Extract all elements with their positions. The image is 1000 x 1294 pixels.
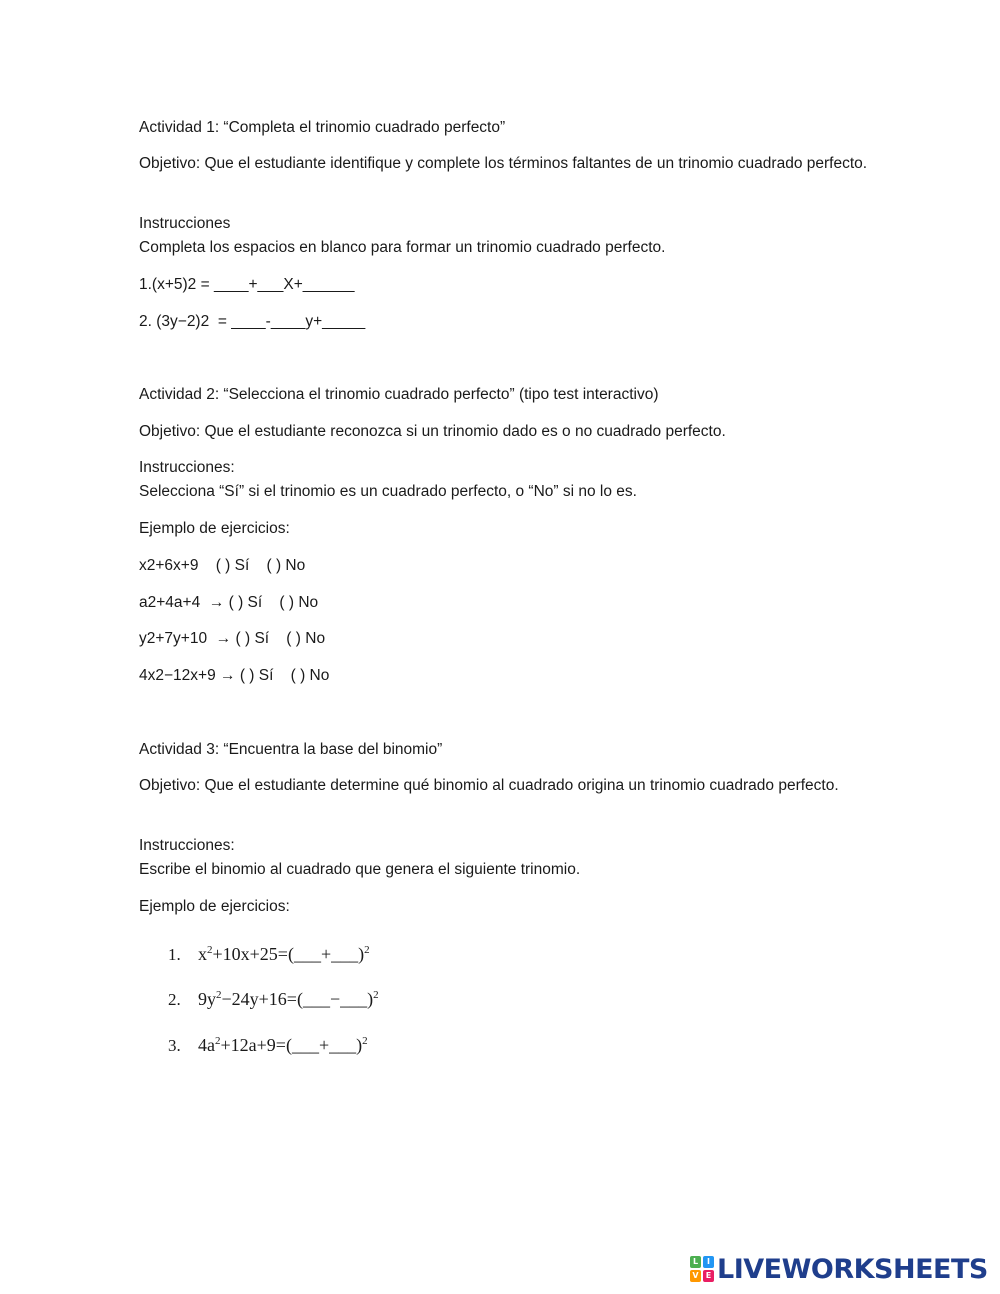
activity3-instructions-text: Escribe el binomio al cuadrado que genera el siguiente trinomio. [139,861,581,878]
activity3-title: Actividad 3: “Encuentra la base del binomio” [139,741,443,758]
activity2-exercise-4[interactable]: 4x2−12x+9 → ( ) Sí ( ) No [139,667,330,684]
activity1-instructions-heading: Instrucciones [139,215,231,232]
liveworksheets-wordmark: LIVEWORKSHEETS [717,1253,988,1285]
activity2-examples-heading: Ejemplo de ejercicios: [139,520,290,537]
activity3-exercise-1[interactable]: $x^2+10x+25=(\_\_\_+\_\_\_)^2$ [198,944,370,964]
activity1-instructions-text: Completa los espacios en blanco para formar un trinomio cuadrado perfecto. [139,239,666,256]
activity1-objective: Objetivo: Que el estudiante identifique y complete los términos faltantes de un trinomio cuadrado perfecto. [139,155,868,172]
activity3-exercise-3-number: 3. [168,1036,181,1055]
activity3-exercise-3[interactable]: $4a^2+12a+9=(\_\_\_+\_\_\_)^2$ [198,1035,368,1055]
activity3-exercise-1-number: 1. [168,945,181,964]
activity3-exercise-2[interactable]: $9y^2-24y+16=(\_\_\_-\_\_\_)^2$ [198,989,379,1009]
activity2-instructions-text: Selecciona “Sí” si el trinomio es un cuadrado perfecto, o “No” si no lo es. [139,483,637,500]
liveworksheets-logo [690,1253,988,1285]
activity2-exercise-3[interactable]: y2+7y+10 → ( ) Sí ( ) No [139,630,326,647]
activity3-objective: Objetivo: Que el estudiante determine qué binomio al cuadrado origina un trinomio cuadrado perfecto. [139,777,839,794]
activity3-instructions-heading: Instrucciones: [139,837,235,854]
activity3-exercise-2-number: 2. [168,990,181,1009]
activity3-examples-heading: Ejemplo de ejercicios: [139,898,290,915]
activity1-exercise-2[interactable]: 2. (3y−2)2 = ____-____y+_____ [139,313,366,330]
activity2-exercise-1[interactable]: x2+6x+9 ( ) Sí ( ) No [139,557,306,574]
activity1-exercise-1[interactable]: 1.(x+5)2 = ____+___X+______ [139,276,355,293]
activity2-title: Actividad 2: “Selecciona el trinomio cuadrado perfecto” (tipo test interactivo) [139,386,659,403]
activity2-exercise-2[interactable]: a2+4a+4 → ( ) Sí ( ) No [139,594,319,611]
liveworksheets-mark-icon: L I V E [690,1256,714,1282]
activity2-instructions-heading: Instrucciones: [139,459,235,476]
activity1-title: Actividad 1: “Completa el trinomio cuadrado perfecto” [139,119,506,136]
activity2-objective: Objetivo: Que el estudiante reconozca si un trinomio dado es o no cuadrado perfecto. [139,423,726,440]
